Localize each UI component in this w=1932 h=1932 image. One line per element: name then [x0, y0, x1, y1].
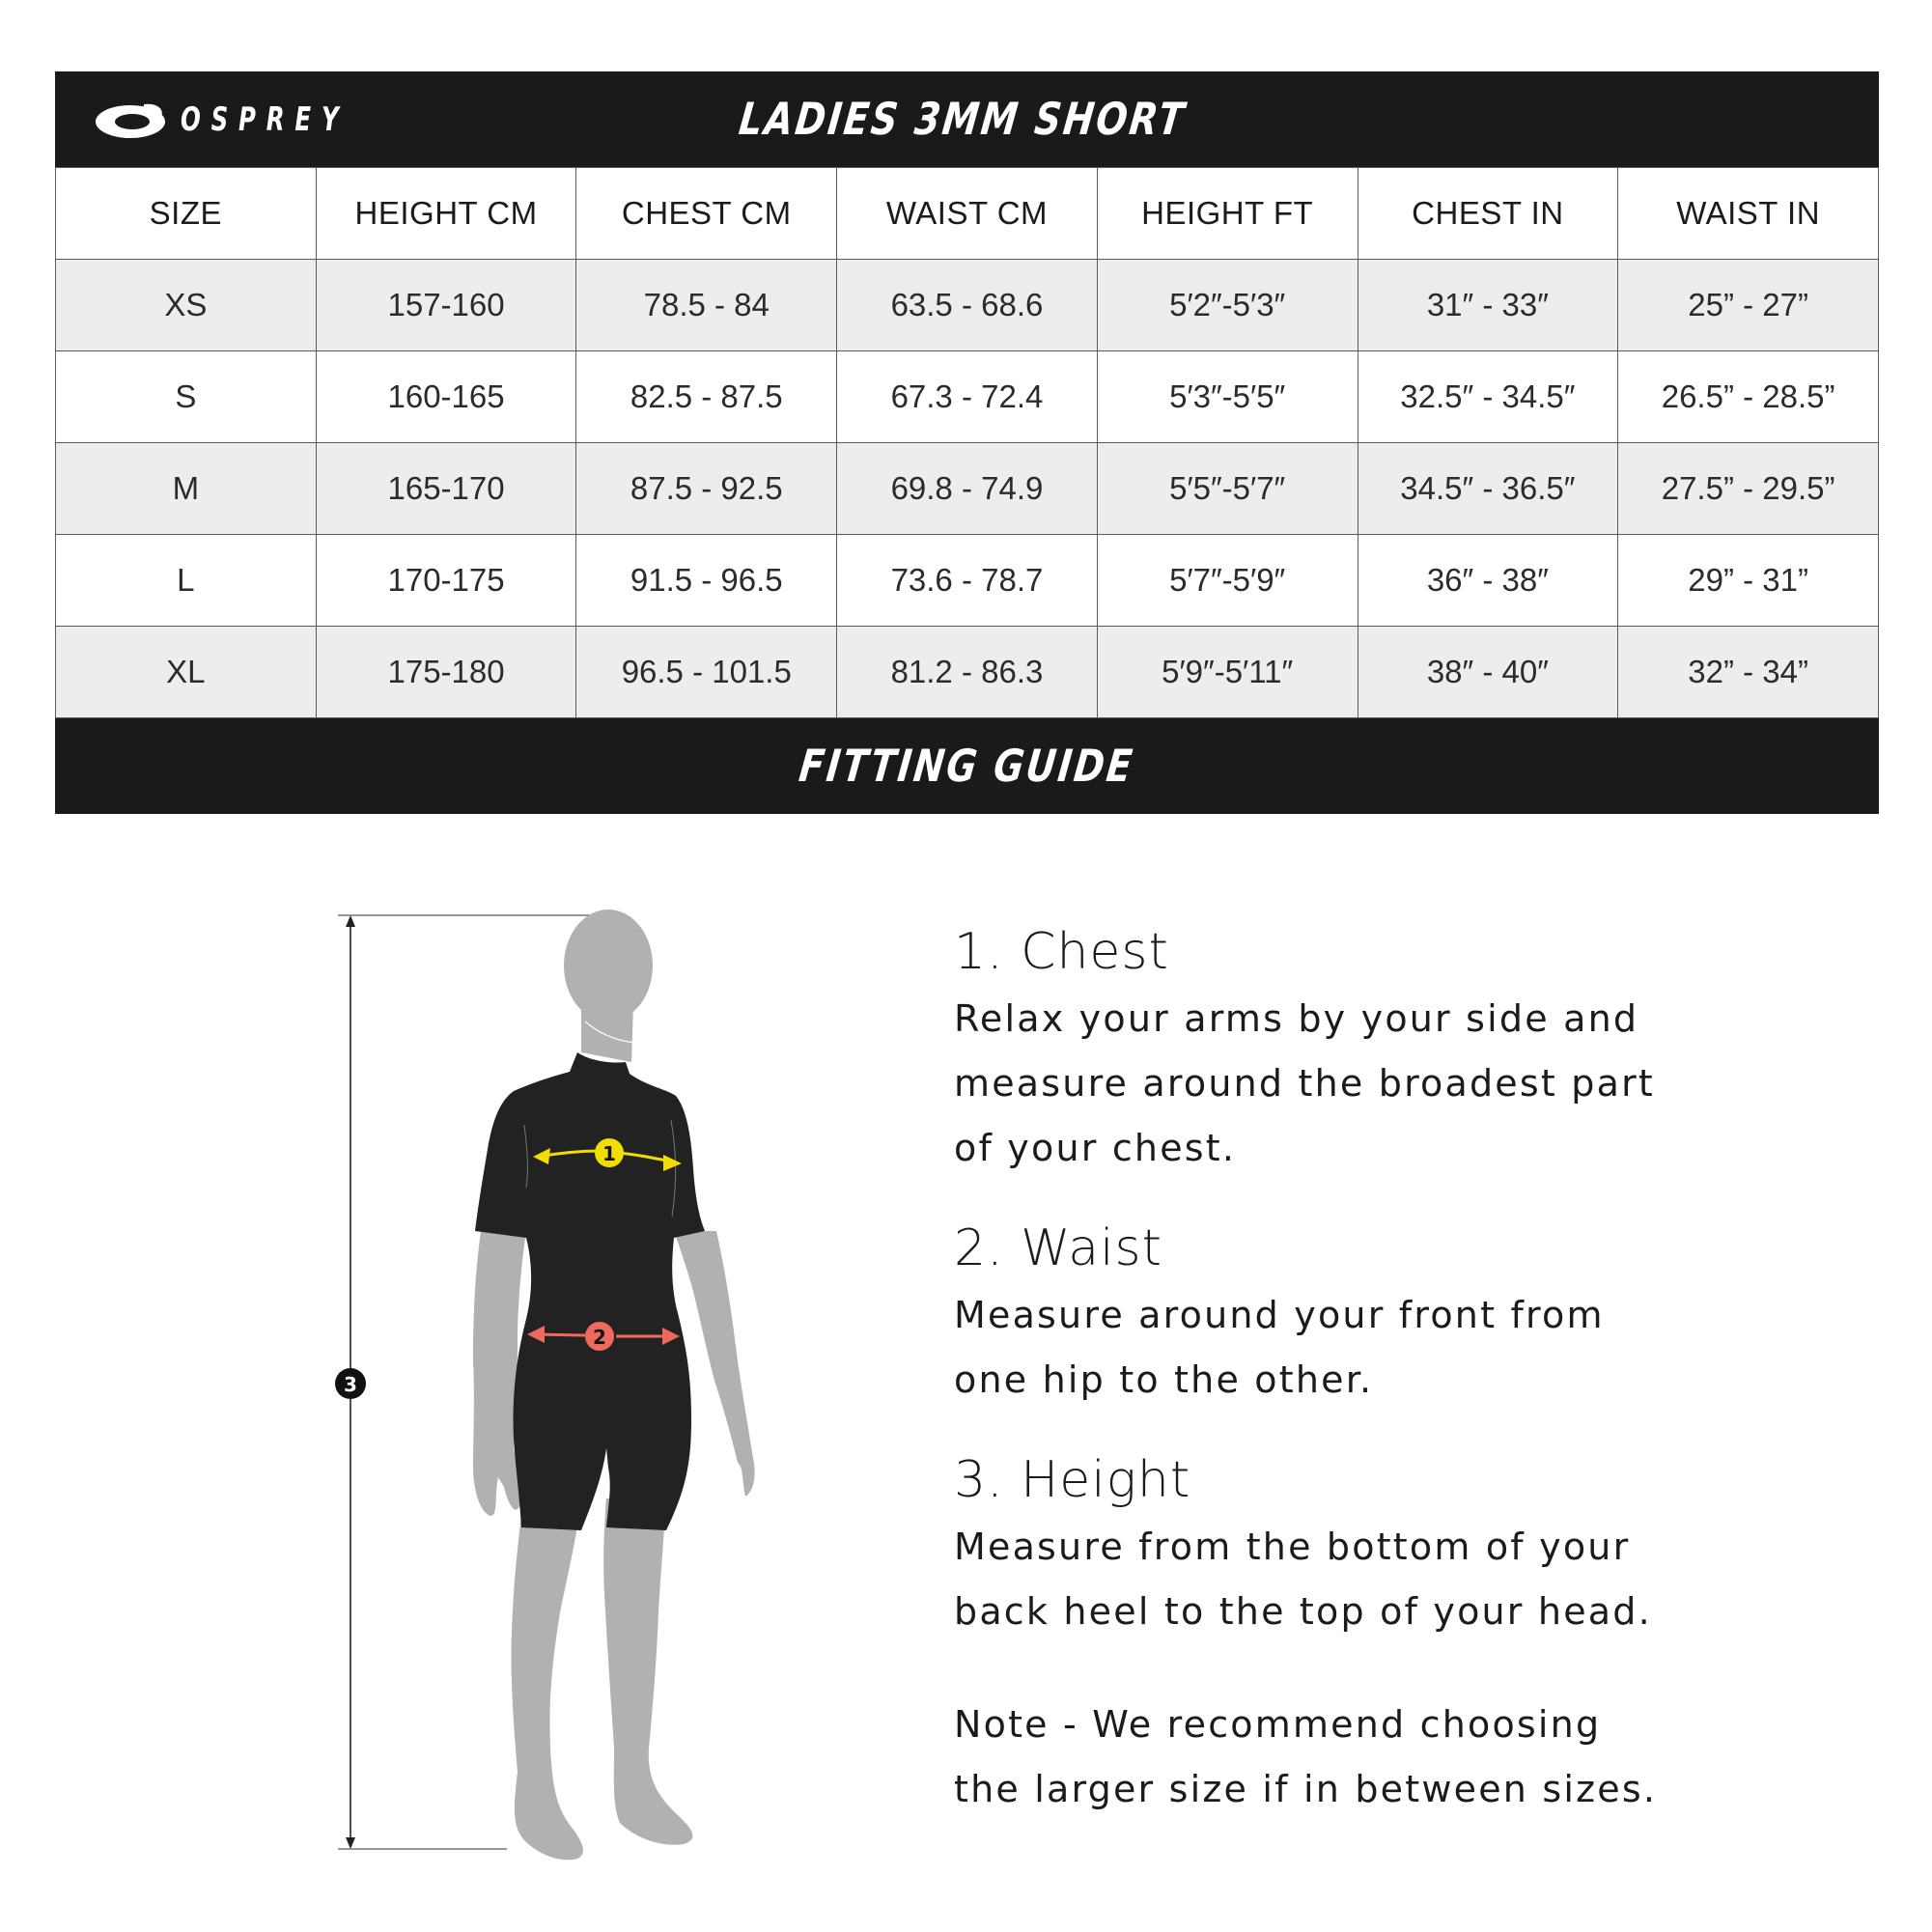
- cell-chest-cm: 91.5 - 96.5: [576, 535, 837, 627]
- cell-height-ft: 5′5″-5′7″: [1097, 443, 1358, 535]
- svg-text:1: 1: [602, 1142, 616, 1165]
- cell-size: M: [56, 443, 317, 535]
- cell-chest-cm: 87.5 - 92.5: [576, 443, 837, 535]
- section-chest: [954, 917, 1823, 1181]
- chart-title: LADIES 3MM SHORT: [736, 93, 1189, 145]
- table-row: [56, 260, 1879, 351]
- fitting-instructions: [954, 917, 1823, 1822]
- table-row: [56, 351, 1879, 443]
- cell-size: XS: [56, 260, 317, 351]
- fitting-guide-band: [55, 718, 1879, 814]
- cell-waist-cm: 67.3 - 72.4: [837, 351, 1098, 443]
- cell-chest-cm: 82.5 - 87.5: [576, 351, 837, 443]
- section-line: Measure around your front from: [954, 1294, 1605, 1336]
- cell-height-ft: 5′3″-5′5″: [1097, 351, 1358, 443]
- cell-height-ft: 5′2″-5′3″: [1097, 260, 1358, 351]
- section-waist: [954, 1214, 1823, 1413]
- title-band: [55, 71, 1879, 167]
- table-row: [56, 535, 1879, 627]
- cell-height-cm: 170-175: [316, 535, 576, 627]
- note-line: Note - We recommend choosing: [954, 1703, 1602, 1746]
- cell-waist-in: 27.5” - 29.5”: [1618, 443, 1879, 535]
- cell-chest-cm: 78.5 - 84: [576, 260, 837, 351]
- size-table: [55, 167, 1879, 718]
- cell-height-cm: 175-180: [316, 627, 576, 718]
- cell-height-cm: 160-165: [316, 351, 576, 443]
- cell-waist-in: 26.5” - 28.5”: [1618, 351, 1879, 443]
- col-height-cm: HEIGHT CM: [316, 168, 576, 260]
- svg-text:2: 2: [593, 1326, 606, 1349]
- section-line: measure around the broadest part: [954, 1062, 1655, 1105]
- cell-height-cm: 157-160: [316, 260, 576, 351]
- cell-chest-in: 38″ - 40″: [1358, 627, 1618, 718]
- cell-chest-in: 32.5″ - 34.5″: [1358, 351, 1618, 443]
- cell-size: XL: [56, 627, 317, 718]
- col-height-ft: HEIGHT FT: [1097, 168, 1358, 260]
- col-chest-in: CHEST IN: [1358, 168, 1618, 260]
- section-line: of your chest.: [954, 1127, 1237, 1169]
- cell-waist-in: 29” - 31”: [1618, 535, 1879, 627]
- section-heading: 3. Height: [954, 1451, 1191, 1509]
- cell-height-cm: 165-170: [316, 443, 576, 535]
- table-header-row: [56, 168, 1879, 260]
- cell-waist-cm: 69.8 - 74.9: [837, 443, 1098, 535]
- section-line: one hip to the other.: [954, 1358, 1374, 1401]
- table-row: [56, 443, 1879, 535]
- cell-waist-cm: 81.2 - 86.3: [837, 627, 1098, 718]
- section-height: [954, 1445, 1823, 1644]
- col-waist-cm: WAIST CM: [837, 168, 1098, 260]
- col-chest-cm: CHEST CM: [576, 168, 837, 260]
- cell-size: L: [56, 535, 317, 627]
- cell-waist-in: 25” - 27”: [1618, 260, 1879, 351]
- cell-chest-in: 36″ - 38″: [1358, 535, 1618, 627]
- cell-waist-in: 32” - 34”: [1618, 627, 1879, 718]
- cell-chest-in: 34.5″ - 36.5″: [1358, 443, 1618, 535]
- size-chart: [55, 71, 1879, 814]
- cell-waist-cm: 63.5 - 68.6: [837, 260, 1098, 351]
- size-note: [954, 1693, 1823, 1822]
- table-row: [56, 627, 1879, 718]
- cell-chest-cm: 96.5 - 101.5: [576, 627, 837, 718]
- col-waist-in: WAIST IN: [1618, 168, 1879, 260]
- height-marker: [335, 1368, 366, 1399]
- section-line: Relax your arms by your side and: [954, 997, 1639, 1040]
- note-line: the larger size if in between sizes.: [954, 1768, 1658, 1810]
- cell-chest-in: 31″ - 33″: [1358, 260, 1618, 351]
- col-size: SIZE: [56, 168, 317, 260]
- section-line: back heel to the top of your head.: [954, 1590, 1652, 1633]
- fitting-guide-title: FITTING GUIDE: [797, 740, 1137, 792]
- section-line: Measure from the bottom of your: [954, 1526, 1631, 1568]
- cell-size: S: [56, 351, 317, 443]
- cell-height-ft: 5′7″-5′9″: [1097, 535, 1358, 627]
- section-heading: 1. Chest: [954, 923, 1169, 981]
- cell-waist-cm: 73.6 - 78.7: [837, 535, 1098, 627]
- body-measurement-figure: [328, 898, 772, 1883]
- section-heading: 2. Waist: [954, 1219, 1163, 1277]
- svg-text:3: 3: [344, 1373, 357, 1396]
- brand-name: OSPREY: [181, 100, 350, 139]
- cell-height-ft: 5′9″-5′11″: [1097, 627, 1358, 718]
